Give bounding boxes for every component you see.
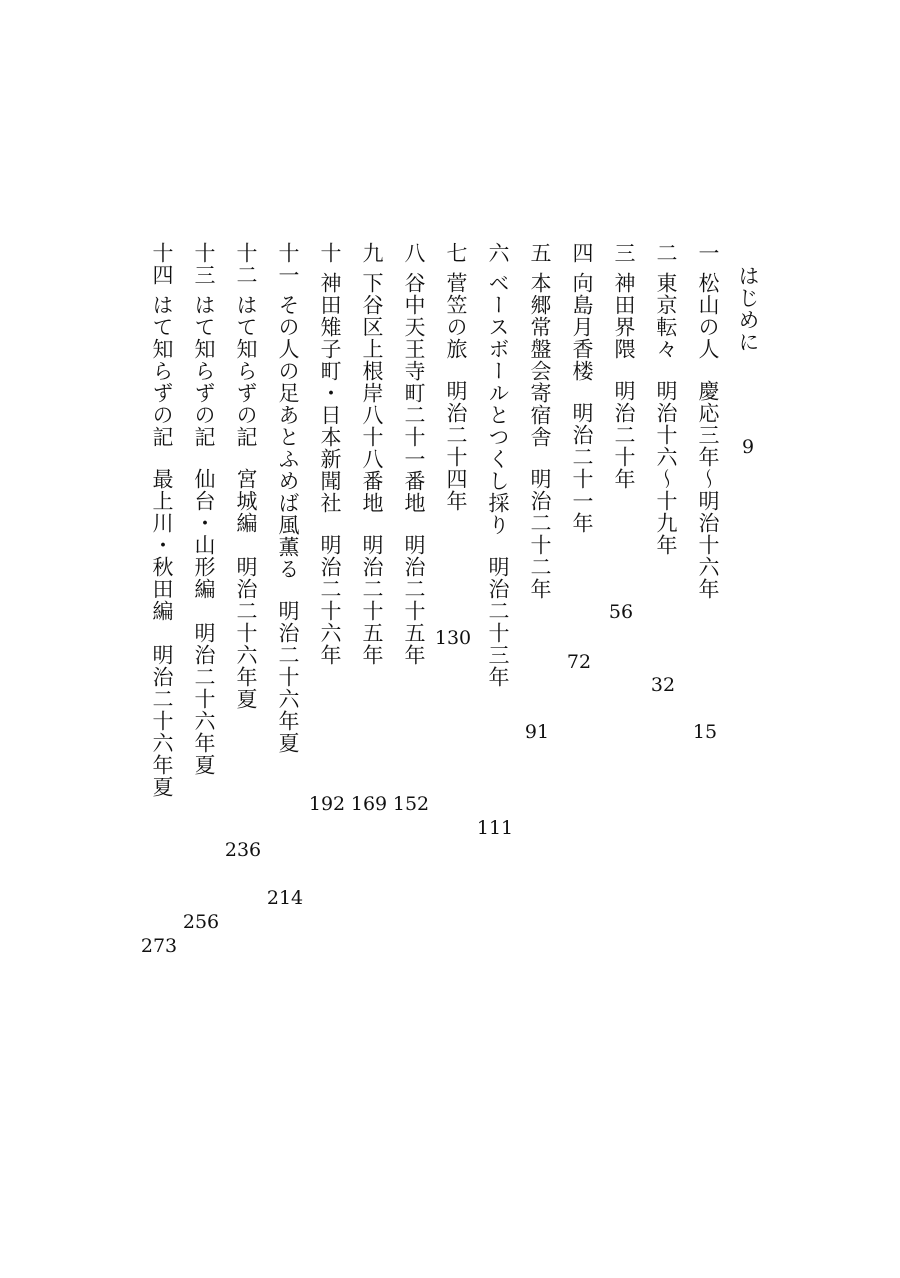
chapter-meta: 宮城編 明治二十六年夏 <box>234 468 258 710</box>
chapter-number: 五 <box>528 242 552 264</box>
toc-entry-14[interactable] <box>147 242 177 798</box>
chapter-number: 二 <box>654 242 678 264</box>
chapter-number: 十二 <box>234 242 258 286</box>
chapter-title: 向島月香楼 <box>570 272 594 382</box>
chapter-title: 神田雉子町・日本新聞社 <box>318 272 342 514</box>
chapter-meta: 明治二十二年 <box>528 468 552 600</box>
toc-entry-7[interactable] <box>441 242 471 512</box>
chapter-title: 松山の人 <box>696 272 720 360</box>
chapter-meta: 明治二十六年 <box>318 534 342 666</box>
toc-entry-11[interactable] <box>273 242 303 754</box>
chapter-number: 十一 <box>276 242 300 286</box>
chapter-title: 菅笠の旅 <box>444 272 468 360</box>
chapter-meta: 明治十六〜十九年 <box>654 380 678 556</box>
toc-entry-4[interactable] <box>567 242 597 534</box>
chapter-page: 273 <box>140 935 178 957</box>
chapter-meta: 明治二十年 <box>612 380 636 490</box>
chapter-title: はて知らずの記 <box>234 294 258 448</box>
chapter-number: 七 <box>444 242 468 264</box>
chapter-meta: 明治二十六年夏 <box>276 600 300 754</box>
chapter-page: 192 <box>308 793 346 815</box>
toc-entry-10[interactable] <box>315 242 345 666</box>
toc-entry-3[interactable] <box>609 242 639 490</box>
chapter-meta: 明治二十四年 <box>444 380 468 512</box>
chapter-page: 56 <box>608 601 634 623</box>
toc-entry-9[interactable] <box>357 242 387 666</box>
chapter-number: 十四 <box>150 242 174 286</box>
chapter-number: 十三 <box>192 242 216 286</box>
chapter-number: 九 <box>360 242 384 264</box>
chapter-page: 256 <box>182 911 220 933</box>
chapter-title: 東京転々 <box>654 272 678 360</box>
chapter-page: 15 <box>692 721 718 743</box>
toc-intro-page: 9 <box>741 436 755 458</box>
chapter-page: 32 <box>650 674 676 696</box>
chapter-meta: 最上川・秋田編 明治二十六年夏 <box>150 468 174 798</box>
chapter-number: 六 <box>486 242 510 264</box>
chapter-title: 本郷常盤会寄宿舎 <box>528 272 552 448</box>
chapter-meta: 明治二十五年 <box>402 534 426 666</box>
toc-intro[interactable] <box>733 265 763 353</box>
chapter-title: ベースボールとつくし採り <box>486 272 510 536</box>
chapter-title: はて知らずの記 <box>192 294 216 448</box>
chapter-page: 91 <box>524 721 550 743</box>
toc-entry-2[interactable] <box>651 242 681 556</box>
toc-entry-12[interactable] <box>231 242 261 710</box>
chapter-meta: 明治二十三年 <box>486 556 510 688</box>
chapter-meta: 明治二十五年 <box>360 534 384 666</box>
chapter-page: 214 <box>266 887 304 909</box>
chapter-page: 169 <box>350 793 388 815</box>
chapter-meta: 明治二十一年 <box>570 402 594 534</box>
chapter-meta: 慶応三年〜明治十六年 <box>696 380 720 600</box>
chapter-page: 72 <box>566 651 592 673</box>
chapter-title: 神田界隈 <box>612 272 636 360</box>
chapter-page: 236 <box>224 839 262 861</box>
chapter-number: 十 <box>318 242 342 264</box>
toc-intro-label: はじめに <box>736 265 760 353</box>
chapter-page: 130 <box>434 627 472 649</box>
toc-entry-6[interactable] <box>483 242 513 688</box>
chapter-meta: 仙台・山形編 明治二十六年夏 <box>192 468 216 776</box>
chapter-title: 下谷区上根岸八十八番地 <box>360 272 384 514</box>
toc-entry-1[interactable] <box>693 242 723 600</box>
chapter-page: 152 <box>392 793 430 815</box>
chapter-number: 八 <box>402 242 426 264</box>
chapter-number: 一 <box>696 242 720 264</box>
chapter-number: 四 <box>570 242 594 264</box>
toc-entry-5[interactable] <box>525 242 555 600</box>
chapter-title: その人の足あとふめば風薫る <box>276 294 300 580</box>
toc-entry-8[interactable] <box>399 242 429 666</box>
chapter-title: はて知らずの記 <box>150 294 174 448</box>
chapter-title: 谷中天王寺町二十一番地 <box>402 272 426 514</box>
chapter-page: 111 <box>476 817 514 839</box>
toc-entry-13[interactable] <box>189 242 219 776</box>
chapter-number: 三 <box>612 242 636 264</box>
